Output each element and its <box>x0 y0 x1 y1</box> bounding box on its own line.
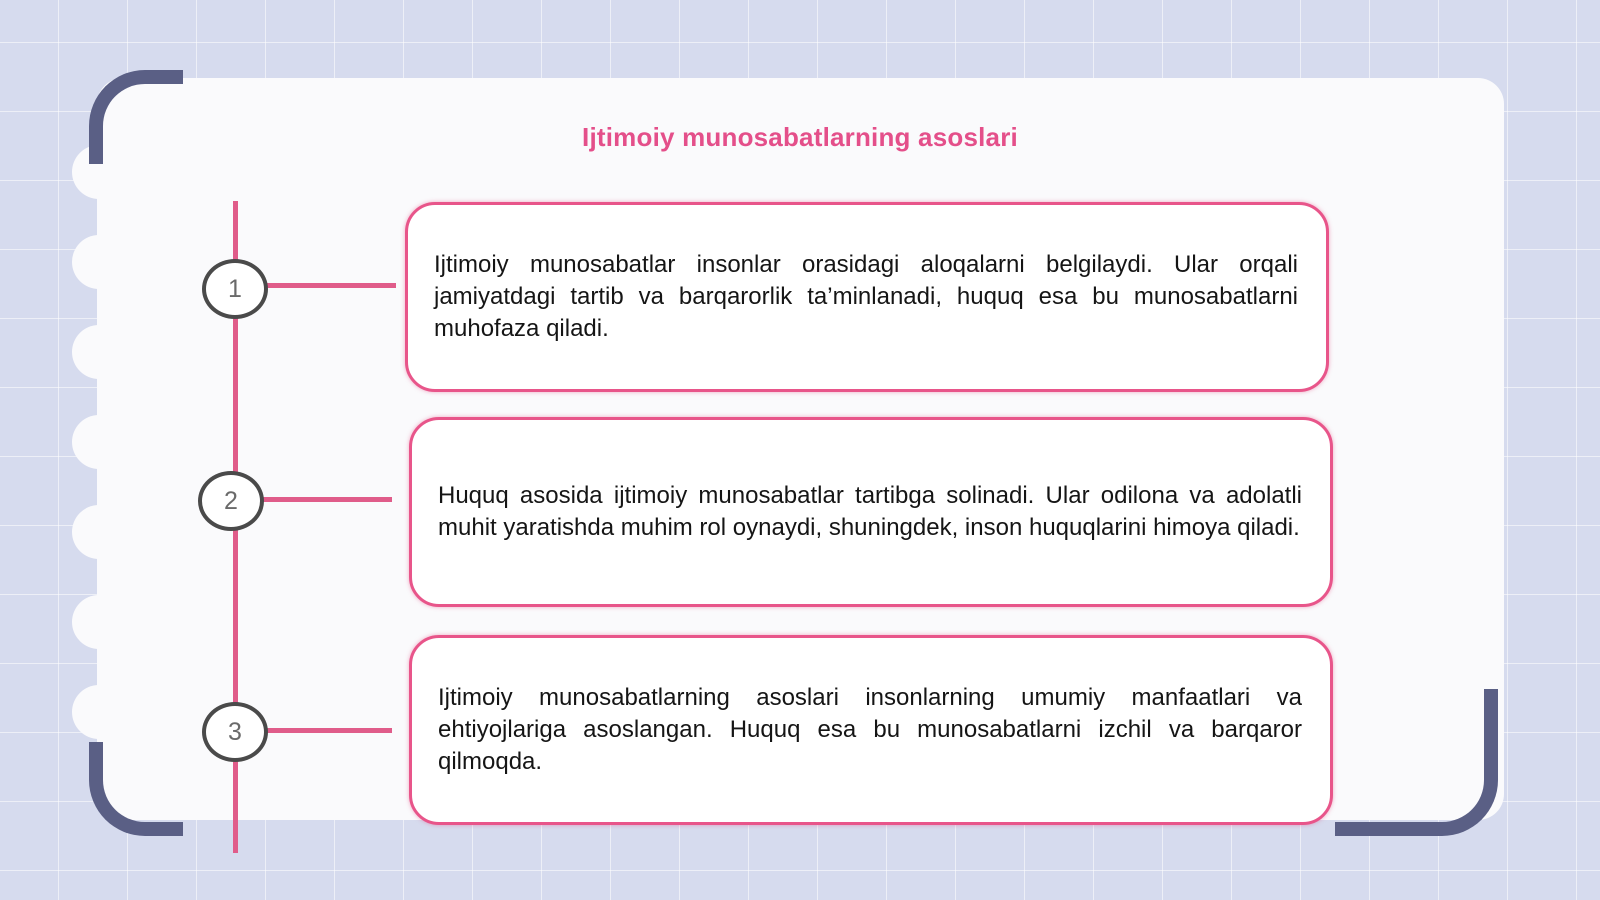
step-number-2: 2 <box>198 471 264 531</box>
paper-scallop <box>72 325 126 379</box>
corner-bracket-bottom-left <box>89 742 183 836</box>
paper-scallop <box>72 505 126 559</box>
step-box-1 <box>405 202 1329 392</box>
paper-scallop <box>72 235 126 289</box>
step-number-1: 1 <box>202 259 268 319</box>
step-connector <box>266 283 396 288</box>
step-box-2 <box>409 417 1333 607</box>
step-text-2: Huquq asosida ijtimoiy munosabatlar tartibga solinadi. Ular odilona va adolatli muhit yaratishda muhim rol oynaydi, shuningdek, inson huquqlarini himoya qiladi. <box>438 482 1302 541</box>
step-number-3: 3 <box>202 702 268 762</box>
step-text-3: Ijtimoiy munosabatlarning asoslari insonlarning umumiy manfaatlari va ehtiyojlariga asoslangan. Huquq esa bu munosabatlarni izchil va barqaror qilmoqda. <box>438 684 1302 775</box>
slide-title: Ijtimoiy munosabatlarning asoslari <box>582 122 1018 152</box>
step-connector <box>262 497 392 502</box>
step-box-3 <box>409 635 1333 825</box>
step-text-1: Ijtimoiy munosabatlar insonlar orasidagi aloqalarni belgilaydi. Ular orqali jamiyatdagi tartib va barqarorlik ta’minlanadi, huquq esa bu munosabatlarni muhofaza qiladi. <box>434 251 1298 342</box>
paper-scallop <box>72 685 126 739</box>
paper-scallop <box>72 415 126 469</box>
paper-scallop <box>72 595 126 649</box>
step-connector <box>266 728 392 733</box>
corner-bracket-bottom-right <box>1335 689 1498 836</box>
